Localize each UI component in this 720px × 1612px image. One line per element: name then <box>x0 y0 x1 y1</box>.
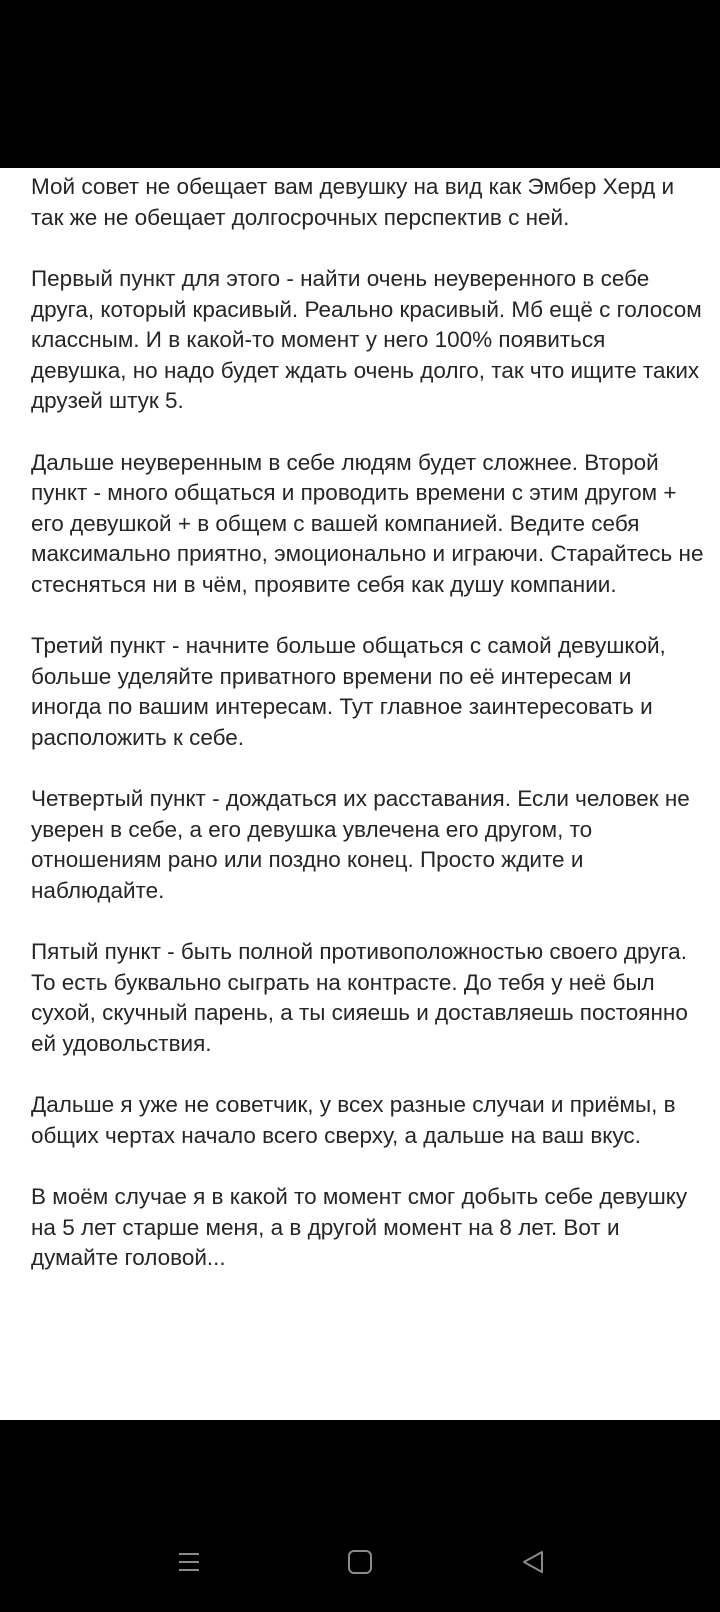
system-navigation-bar <box>0 1420 720 1612</box>
home-icon <box>347 1549 373 1575</box>
paragraph-step-3: Третий пункт - начните больше общаться с самой девушкой, больше уделяйте приватного времени по её интересам и иногда по вашим интересам. Тут главное заинтересовать и расположить к себе. <box>31 633 666 750</box>
paragraph-intro: Мой совет не обещает вам девушку на вид как Эмбер Херд и так же не обещает долгосрочных перспектив с ней. <box>31 174 675 230</box>
top-bar <box>0 0 720 168</box>
menu-icon <box>177 1550 201 1574</box>
home-button[interactable] <box>340 1542 380 1582</box>
recent-apps-button[interactable] <box>169 1542 209 1582</box>
back-button[interactable] <box>513 1542 553 1582</box>
paragraph-step-5: Пятый пункт - быть полной противоположностью своего друга. То есть буквально сыграть на контрасте. До тебя у неё был сухой, скучный парень, а ты сияешь и доставляешь постоянно ей удовольствия. <box>31 939 688 1056</box>
paragraph-afterword: Дальше я уже не советчик, у всех разные случаи и приёмы, в общих чертах начало всего сверху, а дальше на ваш вкус. <box>31 1092 676 1148</box>
paragraph-step-2: Дальше неуверенным в себе людям будет сложнее. Второй пункт - много общаться и проводить времени с этим другом + его девушкой + в общем с вашей компанией. Ведите себя максимально приятно, эмоционально и играючи. Старайтесь не стесняться ни в чём, проявите себя как душу компании. <box>31 449 704 597</box>
post-body <box>0 168 720 1420</box>
back-icon <box>520 1549 546 1575</box>
paragraph-personal-case: В моём случае я в какой то момент смог добыть себе девушку на 5 лет старше меня, а в другой момент на 8 лет. Вот и думайте головой... <box>31 1184 688 1270</box>
paragraph-step-1: Первый пункт для этого - найти очень неуверенного в себе друга, который красивый. Реально красивый. Мб ещё с голосом классным. И в какой-то момент у него 100% появиться девушка, но надо будет ждать очень долго, так что ищите таких друзей штук 5. <box>31 266 702 413</box>
paragraph-step-4: Четвертый пункт - дождаться их расставания. Если человек не уверен в себе, а его девушка увлечена его другом, то отношениям рано или поздно конец. Просто ждите и наблюдайте. <box>31 786 690 903</box>
